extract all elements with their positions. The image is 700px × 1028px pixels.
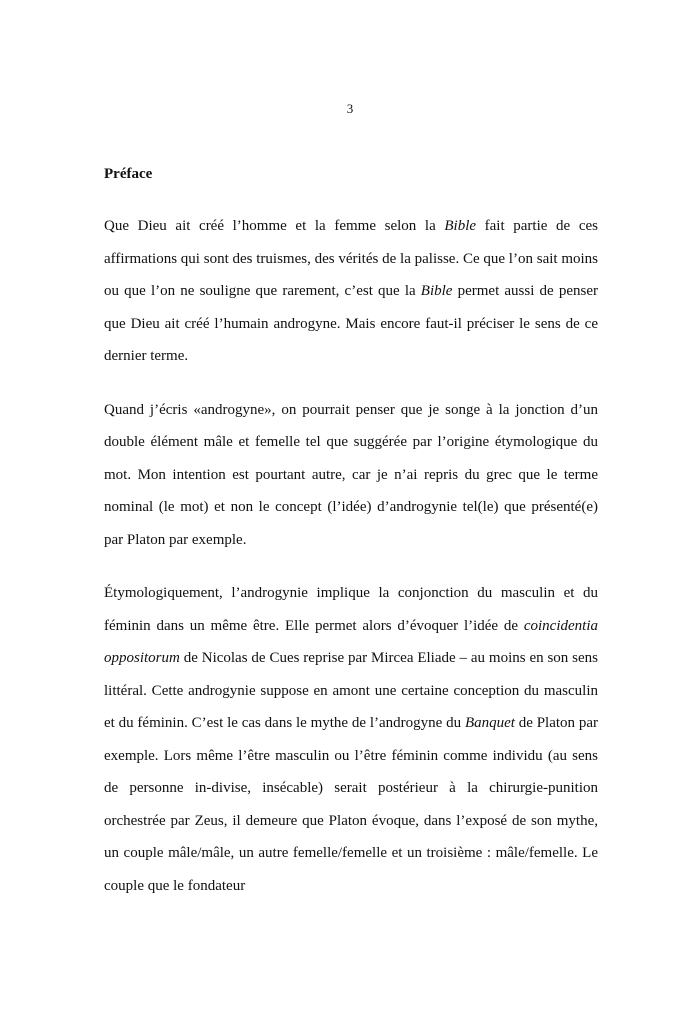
paragraph-3-text-b: de Nicolas de Cues reprise par Mircea Eliade – au moins en son sens littéral. Cette androgynie suppose en amont une certaine conception du masculin et du féminin. C’est le cas dans le mythe de l’androgyne du bbox=[104, 650, 598, 731]
bible-title-1: Bible bbox=[444, 218, 477, 234]
banquet-title: Banquet bbox=[464, 715, 515, 731]
section-heading: Préface bbox=[104, 166, 153, 182]
paragraph-1-text-a: Que Dieu ait créé l’homme et la femme selon la bbox=[104, 218, 445, 234]
paragraph-1 bbox=[104, 210, 598, 373]
preface-section bbox=[104, 163, 598, 902]
paragraph-2-text: Quand j’écris «androgyne», on pourrait penser que je songe à la jonction d’un double élément mâle et femelle tel que suggérée par l’origine étymologique du mot. Mon intention est pourtant autre, car je n’ai repris du grec que le terme nominal (le mot) et non le concept (l’idée) d’androgynie tel(le) que présenté(e) par Platon par exemple. bbox=[104, 401, 598, 548]
paragraph-1-text-b: fait partie de ces affirmations qui sont des truismes, des vérités de la palisse. Ce que l’on sait moins ou que l’on ne souligne que rarement, c’est que la bbox=[104, 218, 598, 299]
paragraph-1-text-c: permet aussi de penser que Dieu ait créé l’humain androgyne. Mais encore faut-il préciser le sens de ce dernier terme. bbox=[104, 283, 598, 364]
latin-phrase: coincidentia oppositorum bbox=[104, 617, 598, 666]
paragraph-3-text-a: Étymologiquement, l’androgynie implique la conjonction du masculin et du féminin dans un même être. Elle permet alors d’évoquer l’idée de bbox=[104, 585, 598, 634]
paragraph-3-text-c: de Platon par exemple. Lors même l’être masculin ou l’être féminin comme individu (au sens de personne in-divise, insécable) serait postérieur à la chirurgie-punition orchestrée par Zeus, il demeure que Platon évoque, dans l’exposé de son mythe, un couple mâle/mâle, un autre femelle/femelle et un troisième : mâle/femelle. Le couple que le fondateur bbox=[104, 715, 598, 894]
paragraph-2 bbox=[104, 394, 598, 557]
bible-title-2: Bible bbox=[420, 283, 453, 299]
page-number: 3 bbox=[346, 101, 354, 116]
paragraph-3 bbox=[104, 577, 598, 902]
